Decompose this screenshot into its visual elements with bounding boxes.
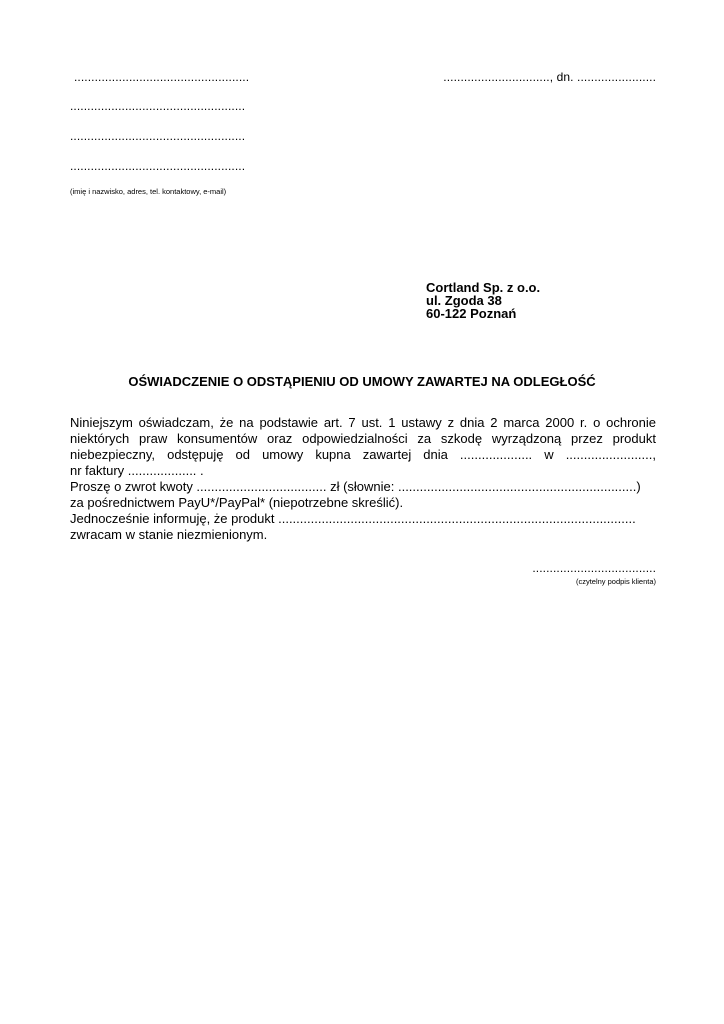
body-line-8: zwracam w stanie niezmienionym. xyxy=(70,527,268,542)
body-line-6: za pośrednictwem PayU*/PayPal* (niepotrzebne skreślić). xyxy=(70,495,404,510)
body-line-4: nr faktury ................... . xyxy=(70,463,204,478)
body-line-1: Niniejszym oświadczam, że na podstawie art. 7 ust. 1 ustawy z dnia 2 marca 2000 r. o ochronie xyxy=(70,415,656,430)
sender-line-1: ................................................... xyxy=(74,70,250,84)
sender-line-2: ................................................... xyxy=(70,99,246,113)
recipient-city: 60-122 Poznań xyxy=(426,306,517,321)
recipient-name: Cortland Sp. z o.o. xyxy=(426,280,541,295)
date-line: ..............................., dn. ....................... xyxy=(443,70,656,84)
sender-line-4: ................................................... xyxy=(70,159,246,173)
sender-line-3: ................................................... xyxy=(70,129,246,143)
signature-line: .................................... xyxy=(532,561,656,575)
signature-caption: (czytelny podpis klienta) xyxy=(575,577,656,586)
document-title: OŚWIADCZENIE O ODSTĄPIENIU OD UMOWY ZAWARTEJ NA ODLEGŁOŚĆ xyxy=(128,374,596,389)
body-line-7: Jednocześnie informuję, że produkt ................................................................................................... xyxy=(70,511,636,526)
body-line-3: niebezpieczny, odstępuję od umowy kupna zawartej dnia .................... w ........................, xyxy=(70,447,656,462)
recipient-street: ul. Zgoda 38 xyxy=(426,293,502,308)
body-line-2: niektórych praw konsumentów oraz odpowiedzialności za szkodę wyrządzoną przez produkt xyxy=(70,431,656,446)
sender-caption: (imię i nazwisko, adres, tel. kontaktowy, e-mail) xyxy=(70,187,227,196)
body-line-5: Proszę o zwrot kwoty .................................... zł (słownie: ..................................................................) xyxy=(70,479,641,494)
